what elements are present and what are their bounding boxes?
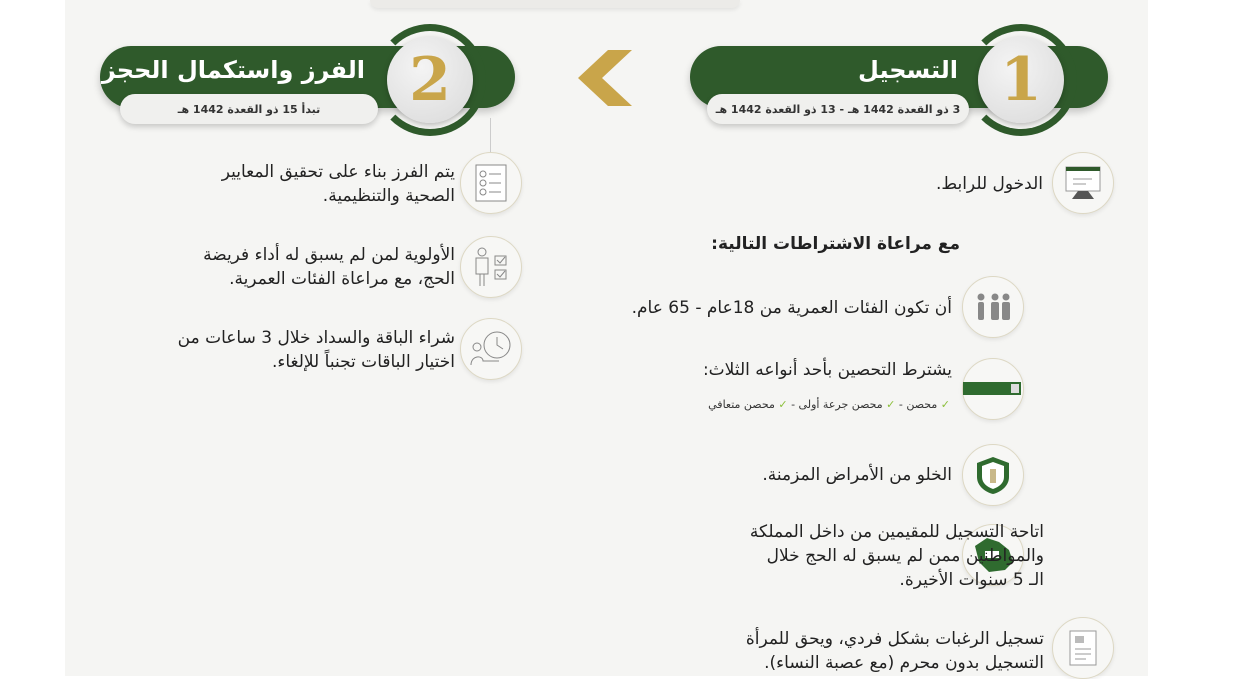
text-line: الحج، مع مراعاة الفئات العمرية. xyxy=(229,269,455,289)
step1-dates: 3 ذو القعدة 1442 هـ - 13 ذو القعدة 1442 هـ xyxy=(707,94,969,124)
chevron-left-icon xyxy=(578,50,632,106)
vaccine-type: محصن xyxy=(906,398,938,411)
chronic-condition: الخلو من الأمراض المزمنة. xyxy=(762,465,952,485)
check-icon: ✓ xyxy=(778,398,788,411)
check-icon: ✓ xyxy=(886,398,896,411)
conditions-heading: مع مراعاة الاشتراطات التالية: xyxy=(711,234,960,254)
link-text: الدخول للرابط. xyxy=(935,174,1043,194)
text-line: يتم الفرز بناء على تحقيق المعايير xyxy=(221,162,455,182)
form-icon xyxy=(1052,617,1114,679)
text-line: الصحية والتنظيمية. xyxy=(322,186,455,206)
computer-icon xyxy=(1052,152,1114,214)
vaccine-card-icon xyxy=(962,358,1024,420)
separator: - xyxy=(791,398,796,411)
vaccine-type: محصن متعافي xyxy=(708,398,775,411)
text-line: والمواطنين ممن لم يسبق له الحج خلال xyxy=(766,546,1044,566)
priority-text xyxy=(203,243,455,291)
vaccine-types xyxy=(708,398,950,411)
individual-condition xyxy=(746,627,1044,675)
age-condition: أن تكون الفئات العمرية من 18عام - 65 عام. xyxy=(631,298,952,318)
residents-condition xyxy=(750,520,1044,592)
separator: - xyxy=(898,398,903,411)
text-line: الأولوية لمن لم يسبق له أداء فريضة xyxy=(203,245,455,265)
vaccine-condition: يشترط التحصين بأحد أنواعه الثلاث: xyxy=(702,360,952,380)
payment-text xyxy=(178,326,455,374)
person-checklist-icon xyxy=(460,236,522,298)
health-shield-icon xyxy=(962,444,1024,506)
people-icon xyxy=(962,276,1024,338)
step2-dates: تبدأ 15 ذو القعدة 1442 هـ xyxy=(120,94,378,124)
step1-number: 1 xyxy=(978,37,1064,123)
step2-title: الفرز واستكمال الحجز xyxy=(101,56,365,84)
sorting-criteria xyxy=(222,160,455,208)
text-line: تسجيل الرغبات بشكل فردي، ويحق للمرأة xyxy=(745,629,1044,649)
text-line: اختيار الباقات تجنباً للإلغاء. xyxy=(271,352,455,372)
step2-number: 2 xyxy=(387,37,473,123)
step1-title: التسجيل xyxy=(858,56,958,84)
check-icon: ✓ xyxy=(940,398,950,411)
clock-payment-icon xyxy=(460,318,522,380)
text-line: الـ 5 سنوات الأخيرة. xyxy=(899,570,1044,590)
text-line: اتاحة التسجيل للمقيمين من داخل المملكة xyxy=(749,522,1044,542)
text-line: شراء الباقة والسداد خلال 3 ساعات من xyxy=(177,328,455,348)
checklist-icon xyxy=(460,152,522,214)
vaccine-type: محصن جرعة أولى xyxy=(798,398,883,411)
top-banner-edge xyxy=(370,0,740,8)
text-line: التسجيل بدون محرم (مع عصبة النساء). xyxy=(764,653,1044,673)
